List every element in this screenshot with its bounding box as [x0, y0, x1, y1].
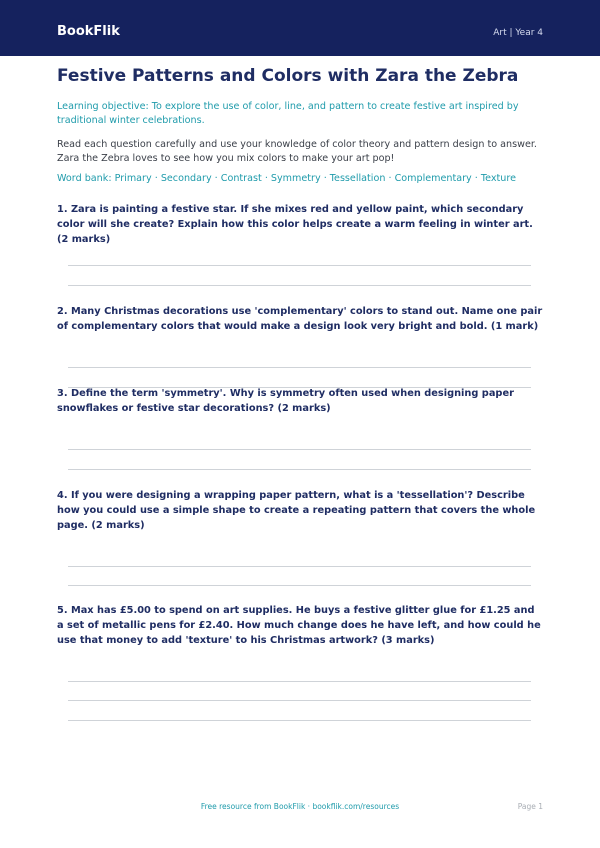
word-bank: Word bank: Primary · Secondary · Contrast · Symmetry · Tessellation · Complementary · Texture — [57, 173, 517, 184]
question-1: 1. Zara is painting a festive star. If she mixes red and yellow paint, which secondary color will she create? Explain how this color helps create a warm feeling in winter art. (2 marks) — [57, 204, 533, 245]
answer-line[interactable] — [68, 285, 531, 286]
answer-line[interactable] — [68, 367, 531, 368]
question-4: 4. If you were designing a wrapping paper pattern, what is a 'tessellation'? Describe how you could use a simple shape to create a repeating pattern that covers the whole page. (2 marks) — [57, 490, 536, 531]
page-number: Page 1 — [517, 802, 543, 811]
answer-line[interactable] — [68, 585, 531, 586]
footer-resource-link[interactable]: Free resource from BookFlik · bookflik.com/resources — [200, 802, 400, 811]
answer-line[interactable] — [68, 681, 531, 682]
answer-line[interactable] — [68, 469, 531, 470]
instructions: Read each question carefully and use your knowledge of color theory and pattern design to answer. Zara the Zebra loves to see how you mix colors to make your art pop! — [57, 139, 537, 164]
question-3: 3. Define the term 'symmetry'. Why is symmetry often used when designing paper snowflakes or festive star decorations? (2 marks) — [57, 388, 514, 414]
answer-line[interactable] — [68, 449, 531, 450]
answer-line[interactable] — [68, 566, 531, 567]
question-2: 2. Many Christmas decorations use 'complementary' colors to stand out. Name one pair of complementary colors that would make a design look very bright and bold. (1 mark) — [57, 306, 543, 332]
question-5: 5. Max has £5.00 to spend on art supplies. He buys a festive glitter glue for £1.25 and a set of metallic pens for £2.40. How much change does he have left, and how could he use that money to add 'texture' to his Christmas artwork? (3 marks) — [57, 605, 541, 646]
answer-line[interactable] — [68, 720, 531, 721]
answer-line[interactable] — [68, 700, 531, 701]
learning-objective: Learning objective: To explore the use of color, line, and pattern to create festive art inspired by traditional winter celebrations. — [57, 101, 519, 126]
brand-logo[interactable]: BookFlik — [57, 24, 120, 39]
subject-year-label: Art | Year 4 — [493, 28, 543, 38]
header-bar — [0, 0, 600, 56]
answer-line[interactable] — [68, 265, 531, 266]
page-title: Festive Patterns and Colors with Zara the Zebra — [57, 66, 519, 86]
